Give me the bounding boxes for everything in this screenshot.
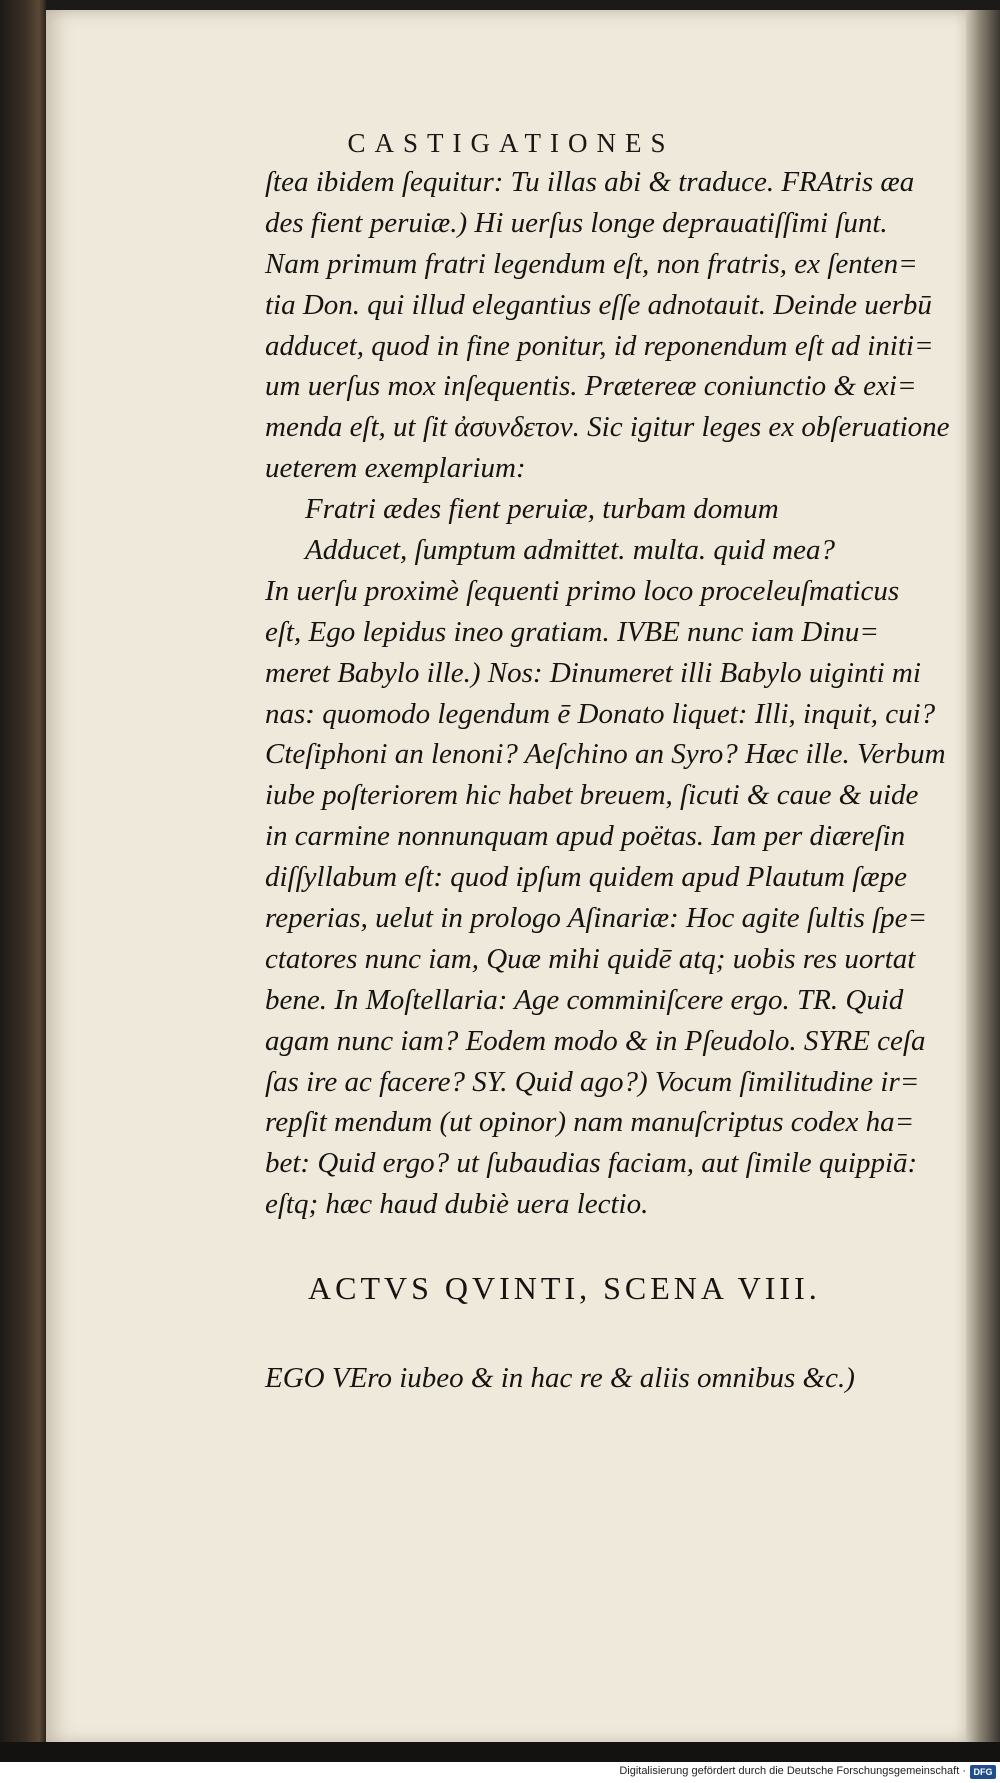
text-line: In uerſu proximè ſequenti primo loco proceleuſmaticus	[265, 574, 900, 607]
text-line: tia Don. qui illud elegantius eſſe adnotauit. Deinde uerbū	[265, 288, 932, 321]
running-head: CASTIGATIONES	[347, 128, 675, 158]
text-line: ctatores nunc iam, Quæ mihi quidē atq; uobis res uortat	[265, 942, 916, 975]
scene-opening-line: EGO VEro iubeo & in hac re & aliis omnibus &c.)	[265, 1362, 855, 1394]
text-line: des fient peruiæ.) Hi uerſus longe deprauatiſſimi ſunt.	[265, 206, 888, 239]
text-line: eſtq; hæc haud dubiè uera lectio.	[265, 1188, 649, 1221]
body-text	[265, 162, 977, 1225]
text-line: repſit mendum (ut opinor) nam manuſcriptus codex ha=	[265, 1106, 915, 1139]
text-line: ſtea ibidem ſequitur: Tu illas abi & traduce. FRAtris æa	[265, 166, 915, 198]
text-line: menda eſt, ut ſit ἀσυνδετον. Sic igitur leges ex obſeruatione	[265, 411, 950, 444]
footer-credit: Digitalisierung gefördert durch die Deutsche Forschungsgemeinschaft ·	[619, 1765, 966, 1777]
text-line: agam nunc iam? Eodem modo & in Pſeudolo. SYRE ceſa	[265, 1024, 926, 1057]
footer-bar	[0, 1762, 1000, 1783]
dfg-logo-icon: DFG	[970, 1765, 996, 1779]
text-line: bene. In Moſtellaria: Age comminiſcere ergo. TR. Quid	[265, 983, 904, 1016]
text-line: reperias, uelut in prologo Aſinariæ: Hoc agite ſultis ſpe=	[265, 902, 928, 935]
book-binding-edge	[0, 0, 46, 1783]
verse-line: Fratri ædes fient peruiæ, turbam domum	[305, 493, 779, 526]
text-line: iube poſteriorem hic habet breuem, ſicuti & caue & uide	[265, 779, 919, 812]
text-line: ſas ire ac facere? SY. Quid ago?) Vocum ſimilitudine ir=	[265, 1065, 920, 1098]
text-line: um uerſus mox inſequentis. Prætereæ coniunctio & exi=	[265, 370, 917, 403]
text-line: adducet, quod in fine ponitur, id reponendum eſt ad initi=	[265, 329, 934, 362]
text-line: meret Babylo ille.) Nos: Dinumeret illi Babylo uiginti mi	[265, 656, 921, 689]
text-line: Cteſiphoni an lenoni? Aeſchino an Syro? Hæc ille. Verbum	[265, 738, 946, 771]
text-line: bet: Quid ergo? ut ſubaudias faciam, aut ſimile quippiā:	[265, 1147, 918, 1180]
text-line: diſſyllabum eſt: quod ipſum quidem apud Plautum ſæpe	[265, 861, 907, 894]
text-line: nas: quomodo legendum ē Donato liquet: Illi, inquit, cui?	[265, 697, 936, 730]
text-line: Nam primum fratri legendum eſt, non fratris, ex ſenten=	[265, 247, 918, 280]
verse-line: Adducet, ſumptum admittet. multa. quid mea?	[305, 534, 835, 567]
text-line: eſt, Ego lepidus ineo gratiam. IVBE nunc iam Dinu=	[265, 615, 879, 648]
scan-bottom-border	[0, 1742, 1000, 1762]
text-line: ueterem exemplarium:	[265, 452, 526, 485]
text-line: in carmine nonnunquam apud poëtas. Iam per diæreſin	[265, 820, 906, 853]
act-scene-heading: ACTVS QVINTI, SCENA VIII.	[308, 1270, 821, 1306]
